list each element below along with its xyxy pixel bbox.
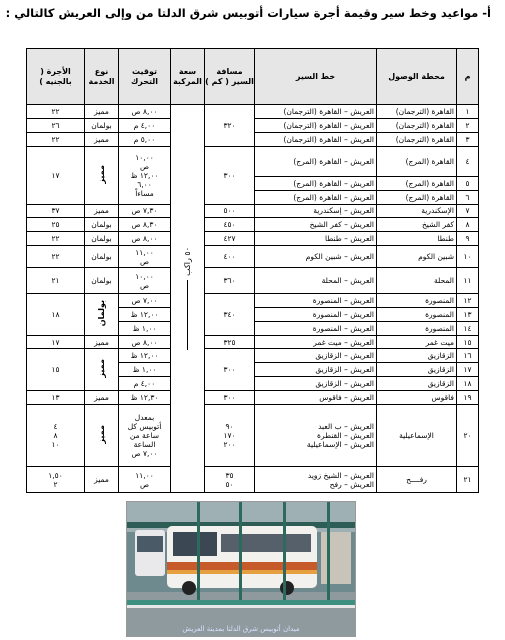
time-line: ١٠,٠٠ (135, 271, 154, 281)
row-time (119, 467, 171, 493)
fare-line: ١٠ (51, 440, 60, 449)
distance-line: ٣٥ (225, 470, 234, 480)
distance-line: ٩٠ (225, 422, 234, 431)
row-route: العريش – كفر الشيخ (255, 218, 377, 232)
service-vertical: مميز (97, 164, 106, 184)
row-destination: شبين الكوم (377, 246, 457, 268)
row-time: ٤,٠٠ م (119, 118, 171, 132)
bus-station-photo (126, 501, 356, 637)
row-route: العريش – الزقازيق (255, 363, 377, 377)
row-num: ١٥ (457, 335, 479, 349)
table-row (27, 218, 479, 232)
row-distance (205, 467, 255, 493)
row-route: العريش – إسكندرية (255, 204, 377, 218)
row-fare: ١٣ (27, 390, 85, 404)
table-row (27, 294, 479, 308)
row-fare: ١٥ (27, 349, 85, 391)
header-route: خط السير (255, 49, 377, 105)
row-time: ٨,٠٠ ص (119, 232, 171, 246)
row-route: العريش – القاهرة (المرج) (255, 146, 377, 176)
row-fare: ١٧ (27, 335, 85, 349)
row-time: ٤,٠٠ م (119, 377, 171, 391)
row-num: ٥ (457, 176, 479, 190)
time-line: بمعدل (134, 413, 155, 422)
table-row (27, 105, 479, 119)
time-line: ص (139, 479, 150, 489)
table-row (27, 335, 479, 349)
row-destination: رفــــح (377, 467, 457, 493)
row-destination: المنصورة (377, 294, 457, 308)
row-destination: الزقازيق (377, 363, 457, 377)
row-fare (27, 405, 85, 467)
distance-line: ٢٠٠ (223, 440, 236, 449)
row-fare: ٢٢ (27, 246, 85, 268)
row-num: ٣ (457, 132, 479, 146)
row-distance: ٣٦٠ (205, 268, 255, 294)
page-title: أ- مواعيد وخط سير وقيمة أجرة سيارات أتوبيس شرق الدلتا من وإلى العريش كالتالي : (5, 6, 491, 20)
row-service: بولمان (85, 218, 119, 232)
row-time: ٥,٠٠ م (119, 132, 171, 146)
time-line: ص (139, 256, 150, 266)
row-destination: الزقازيق (377, 377, 457, 391)
bus-station-illustration (127, 502, 355, 636)
time-line: ١٠,٠٠ (135, 152, 154, 162)
row-service: مميز (85, 467, 119, 493)
fare-line: ٨ (53, 431, 58, 440)
row-fare: ١٨ (27, 294, 85, 336)
row-fare (27, 467, 85, 493)
header-times: توقيت التحرك (119, 49, 171, 105)
table-row (27, 390, 479, 404)
row-destination: طنطا (377, 232, 457, 246)
time-line: ص (139, 280, 150, 290)
table-row (27, 246, 479, 268)
row-time (119, 405, 171, 467)
time-line: ١١,٠٠ (135, 247, 154, 257)
row-num: ٨ (457, 218, 479, 232)
header-distance: مسافة السير ( كم ) (205, 49, 255, 105)
row-num: ١٢ (457, 294, 479, 308)
row-destination: الزقازيق (377, 349, 457, 363)
row-num: ٢٠ (457, 405, 479, 467)
row-fare: ٢٢ (27, 232, 85, 246)
row-destination: القاهرة (الترجمان) (377, 132, 457, 146)
row-destination: فاقوس (377, 390, 457, 404)
row-fare: ١٧ (27, 146, 85, 204)
row-service (85, 405, 119, 467)
row-num: ١ (457, 105, 479, 119)
row-service: مميز (85, 335, 119, 349)
time-line: مساءاً (135, 188, 154, 198)
row-destination: القاهرة (الترجمان) (377, 118, 457, 132)
row-distance: ٤٠٠ (205, 246, 255, 268)
row-fare: ٢٥ (27, 218, 85, 232)
header-service: نوع الخدمة (85, 49, 119, 105)
capacity-value: ٥٠ راكب (183, 247, 192, 276)
row-route: العريش – القاهرة (المرج) (255, 190, 377, 204)
row-num: ١٧ (457, 363, 479, 377)
row-time: ٨,٠٠ ص (119, 335, 171, 349)
schedule-table (26, 48, 479, 493)
row-distance: ٤٥٠ (205, 218, 255, 232)
row-destination: الإسكندرية (377, 204, 457, 218)
row-time: ٨,٣٠ ص (119, 218, 171, 232)
row-destination: الإسماعيلية (377, 405, 457, 467)
row-distance: ٥٠٠ (205, 204, 255, 218)
row-service (85, 294, 119, 336)
row-route: العريش – المنصورة (255, 294, 377, 308)
row-num: ٩ (457, 232, 479, 246)
row-destination: كفر الشيخ (377, 218, 457, 232)
row-distance: ٣٤٠ (205, 294, 255, 336)
time-line: ١٢,٠٠ ظ (130, 170, 159, 180)
row-time: ١,٠٠ ظ (119, 363, 171, 377)
row-num: ١١ (457, 268, 479, 294)
row-distance: ٣٠٠ (205, 390, 255, 404)
route-line: العريش – القنطرة (317, 431, 374, 440)
row-time: ١٢,٠٠ ظ (119, 307, 171, 321)
row-distance: ٣٢٥ (205, 335, 255, 349)
row-time (119, 246, 171, 268)
row-fare: ٢٢ (27, 132, 85, 146)
row-service: بولمان (85, 268, 119, 294)
header-destination: محطة الوصول (377, 49, 457, 105)
route-line: العريش – رفح (329, 479, 374, 489)
table-row (27, 349, 479, 363)
route-line: العريش – الشيخ زويد (307, 470, 374, 480)
row-distance: ٣٢٠ (205, 105, 255, 147)
row-num: ١٣ (457, 307, 479, 321)
header-capacity: سعة المركبة (171, 49, 205, 105)
row-route: العريش – ميت غمر (255, 335, 377, 349)
row-num: ١٠ (457, 246, 479, 268)
header-num: م (457, 49, 479, 105)
row-route: العريش – فاقوس (255, 390, 377, 404)
row-route: العريش – طنطا (255, 232, 377, 246)
table-row (27, 405, 479, 467)
time-line: ١١,٠٠ (135, 470, 154, 480)
row-time: ٧,٣٠ ص (119, 204, 171, 218)
header-fare: الأجرة ( بالجنيه ) (27, 49, 85, 105)
row-service (85, 349, 119, 391)
row-destination: المنصورة (377, 307, 457, 321)
row-time: ٨,٠٠ ص (119, 105, 171, 119)
row-destination: القاهرة (المرج) (377, 176, 457, 190)
row-destination: القاهرة (الترجمان) (377, 105, 457, 119)
row-time: ١,٠٠ ظ (119, 321, 171, 335)
table-row (27, 204, 479, 218)
row-route: العريش – شبين الكوم (255, 246, 377, 268)
row-route (255, 467, 377, 493)
row-destination: المنصورة (377, 321, 457, 335)
row-time: ١٢,٠٠ ظ (119, 349, 171, 363)
row-route: العريش – المنصورة (255, 321, 377, 335)
route-line: العريش – الإسماعيلية (306, 440, 374, 449)
distance-line: ١٧٠ (223, 431, 236, 440)
row-destination: القاهرة (المرج) (377, 190, 457, 204)
row-num: ٤ (457, 146, 479, 176)
row-fare: ٢٦ (27, 118, 85, 132)
row-fare: ٢١ (27, 268, 85, 294)
time-line: ٧,٠٠ ص (131, 449, 158, 458)
row-destination: المحلة (377, 268, 457, 294)
fare-line: ٢ (53, 479, 58, 489)
row-route: العريش – الزقازيق (255, 349, 377, 363)
row-service: مميز (85, 204, 119, 218)
row-num: ٢ (457, 118, 479, 132)
row-service: مميز (85, 105, 119, 119)
row-distance (205, 405, 255, 467)
capacity-cell (171, 105, 205, 493)
fare-line: ١,٥٠ (48, 470, 63, 480)
row-time (119, 146, 171, 204)
time-line: ص (139, 161, 150, 171)
table-row (27, 467, 479, 493)
row-route: العريش – القاهرة (الترجمان) (255, 132, 377, 146)
row-destination: القاهرة (المرج) (377, 146, 457, 176)
row-distance: ٣٠٠ (205, 349, 255, 391)
row-distance: ٣٠٠ (205, 146, 255, 204)
row-route: العريش – القاهرة (الترجمان) (255, 118, 377, 132)
row-service (85, 146, 119, 204)
row-destination: ميت غمر (377, 335, 457, 349)
distance-line: ٥٠ (225, 479, 234, 489)
row-num: ٦ (457, 190, 479, 204)
row-time: ٧,٠٠ ص (119, 294, 171, 308)
time-line: الساعة (133, 440, 156, 449)
service-vertical: مميز (97, 359, 106, 378)
row-time (119, 268, 171, 294)
table-row (27, 268, 479, 294)
route-line: العريش – ب العبد (318, 422, 374, 431)
row-service: بولمان (85, 232, 119, 246)
time-line: ٦,٠٠ (137, 179, 152, 189)
row-num: ٢١ (457, 467, 479, 493)
row-route: العريش – القاهرة (الترجمان) (255, 105, 377, 119)
row-route: العريش – المنصورة (255, 307, 377, 321)
row-num: ٧ (457, 204, 479, 218)
service-vertical: مميز (97, 425, 106, 444)
row-service: بولمان (85, 118, 119, 132)
row-num: ١٨ (457, 377, 479, 391)
row-fare: ٢٢ (27, 105, 85, 119)
row-fare: ٣٧ (27, 204, 85, 218)
row-time: ١٢,٣٠ ظ (119, 390, 171, 404)
row-service: مميز (85, 390, 119, 404)
capacity-line (187, 280, 188, 350)
row-num: ١٩ (457, 390, 479, 404)
row-route: العريش – الزقازيق (255, 377, 377, 391)
fare-line: ٤ (53, 422, 58, 431)
row-route: العريش – المحلة (255, 268, 377, 294)
service-vertical: بولمان (97, 300, 106, 327)
time-line: ساعة من (129, 431, 160, 440)
table-row (27, 232, 479, 246)
row-route (255, 405, 377, 467)
table-row (27, 146, 479, 176)
time-line: أتوبيس كل (127, 422, 162, 431)
schedule-table-wrapper (26, 48, 478, 493)
row-service: بولمان (85, 246, 119, 268)
row-route: العريش – القاهرة (المرج) (255, 176, 377, 190)
row-num: ١٤ (457, 321, 479, 335)
row-service: مميز (85, 132, 119, 146)
row-num: ١٦ (457, 349, 479, 363)
photo-caption: ميدان أتوبيس شرق الدلتا بمدينة العريش (182, 625, 300, 633)
row-distance: ٤٢٧ (205, 232, 255, 246)
